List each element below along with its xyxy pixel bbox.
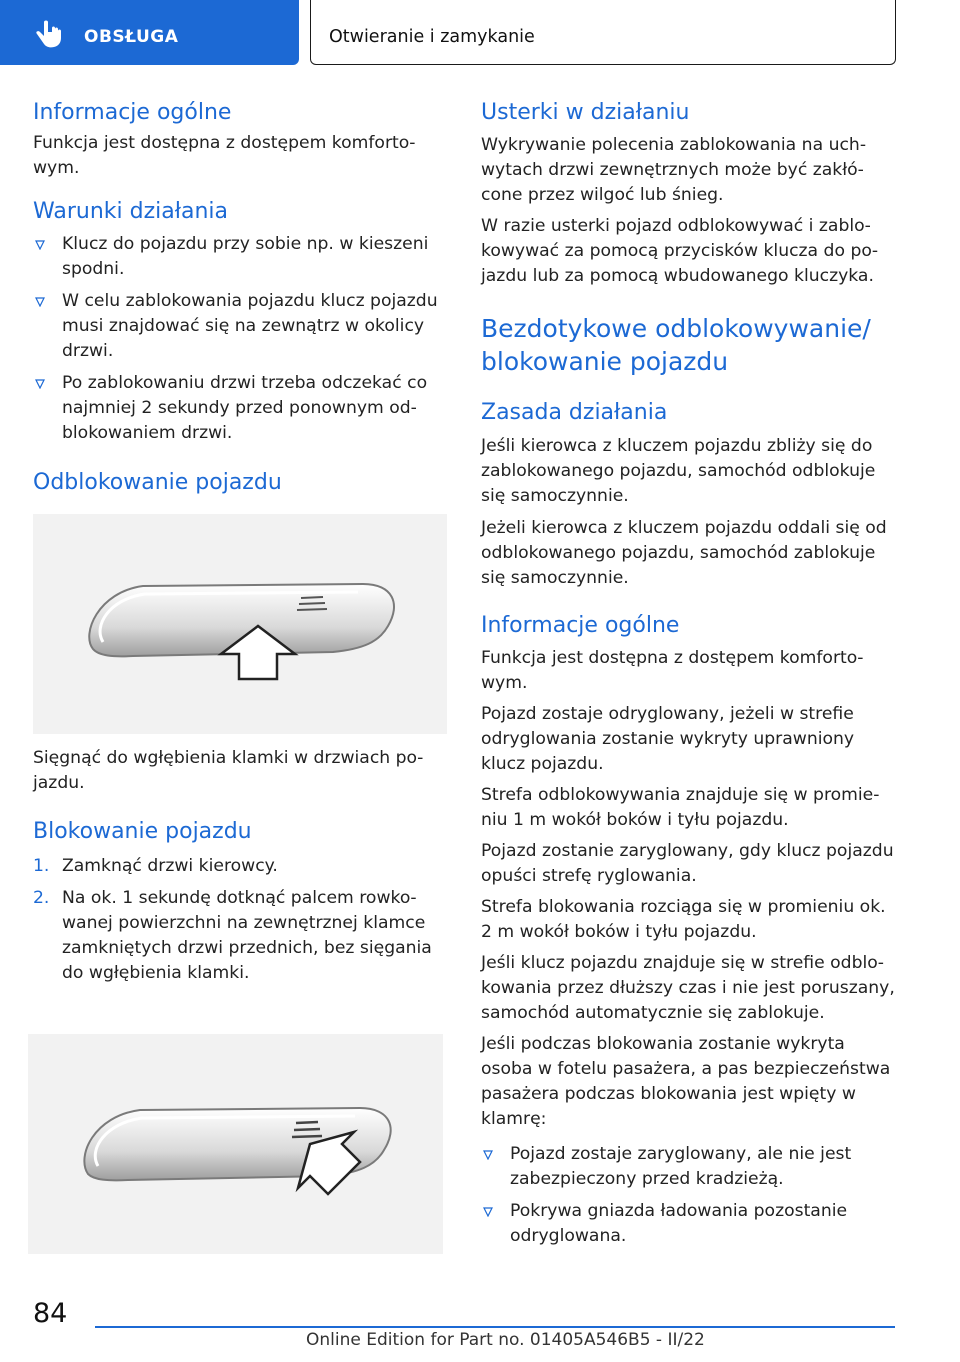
info-text-1: Funkcja jest dostępna z dostępem komfortowym.: [481, 648, 864, 693]
list-item: W celu zablokowania pojazdu klucz pojazdu musi znajdować się na zewnątrz w okolicy drzwi.: [33, 289, 447, 364]
info-text-3: Strefa odblokowywania znajduje się w promieniu 1 m wokół boków i tyłu pojazdu.: [481, 785, 880, 830]
heading-unlock: Odblokowanie pojazdu: [33, 470, 282, 495]
left-column: [33, 99, 447, 986]
triangle-bullet-icon: [35, 379, 45, 389]
heading-general-info-2: Informacje ogólne: [481, 613, 680, 638]
list-item: 2. Na ok. 1 sekundę dotknąć palcem rowkowanej powierzchni na zewnętrznej klamce zamkniętych drzwi przednich, bez sięgania do wgłębienia klamki.: [33, 888, 432, 983]
principle-text-1: Jeśli kierowca z kluczem pojazdu zbliży się do zablokowanego pojazdu, samochód odblokuje się samoczynnie.: [481, 436, 876, 506]
list-item: Pokrywa gniazda ładowania pozostanie odryglowana.: [481, 1199, 896, 1249]
chapter-title: Otwieranie i zamykanie: [329, 27, 535, 47]
door-handle-illustration: [28, 1034, 443, 1254]
door-handle-unlock-image: [33, 514, 447, 734]
list-item: Po zablokowaniu drzwi trzeba odczekać co najmniej 2 sekundy przed ponownym odblokowaniem drzwi.: [33, 371, 447, 446]
footer-divider: [95, 1326, 895, 1328]
conditions-list: [33, 232, 447, 446]
list-item: Pojazd zostaje zaryglowany, ale nie jest zabezpieczony przed kradzieżą.: [481, 1142, 896, 1192]
heading-keyless-line-1: Bezdotykowe odblokowywanie/: [481, 314, 871, 343]
hand-touch-icon: [30, 20, 64, 50]
edition-text: Online Edition for Part no. 01405A546B5 - II/22: [306, 1330, 705, 1350]
heading-lock: Blokowanie pojazdu: [33, 819, 252, 844]
faults-text-1: Wykrywanie polecenia zablokowania na uchwytach drzwi zewnętrznych może być zakłócone przez wilgoć lub śnieg.: [481, 135, 867, 205]
triangle-bullet-icon: [35, 297, 45, 307]
triangle-bullet-icon: [35, 240, 45, 250]
door-handle-illustration: [33, 514, 447, 734]
heading-keyless-line-2: blokowanie pojazdu: [481, 347, 729, 376]
faults-text-2: W razie usterki pojazd odblokowywać i zablokowywać za pomocą przycisków klucza do pojazdu lub za pomocą wbudowanego kluczyka.: [481, 216, 879, 286]
info-text-7: Jeśli podczas blokowania zostanie wykryta osoba w fotelu pasażera, a pas bezpieczeństwa pasażera podczas blokowania jest wpięty w klamrę:: [481, 1034, 891, 1129]
chapter-header: [310, 0, 896, 65]
unlock-text: Sięgnąć do wgłębienia klamki w drzwiach pojazdu.: [33, 748, 424, 793]
info-text-4: Pojazd zostanie zaryglowany, gdy klucz pojazdu opuści strefę ryglowania.: [481, 841, 894, 886]
principle-text-2: Jeżeli kierowca z kluczem pojazdu oddali się od odblokowanego pojazdu, samochód zablokuje się samoczynnie.: [481, 518, 887, 588]
seatbelt-list: [481, 1142, 896, 1249]
door-handle-lock-image: [28, 1034, 443, 1254]
right-column: [481, 99, 896, 1249]
info-text-2: Pojazd zostaje odryglowany, jeżeli w strefie odryglowania zostanie wykryty uprawniony klucz pojazdu.: [481, 704, 855, 774]
list-item: 1. Zamknąć drzwi kierowcy.: [33, 856, 278, 876]
general-info-text: Funkcja jest dostępna z dostępem komfortowym.: [33, 133, 416, 178]
info-text-5: Strefa blokowania rozciąga się w promieniu ok. 2 m wokół boków i tyłu pojazdu.: [481, 897, 886, 942]
heading-faults: Usterki w działaniu: [481, 100, 690, 125]
lock-steps: [33, 854, 447, 986]
section-tab: [0, 0, 299, 65]
heading-general-info: Informacje ogólne: [33, 100, 232, 125]
heading-principle: Zasada działania: [481, 400, 668, 425]
list-item: Klucz do pojazdu przy sobie np. w kieszeni spodni.: [33, 232, 447, 282]
triangle-bullet-icon: [483, 1150, 493, 1160]
heading-conditions: Warunki działania: [33, 199, 228, 224]
triangle-bullet-icon: [483, 1207, 493, 1217]
section-label: OBSŁUGA: [84, 27, 179, 47]
info-text-6: Jeśli klucz pojazdu znajduje się w strefie odblokowania przez dłuższy czas i nie jest poruszany, samochód automatycznie się zablokuje.: [481, 953, 895, 1023]
page-number: 84: [33, 1298, 68, 1329]
